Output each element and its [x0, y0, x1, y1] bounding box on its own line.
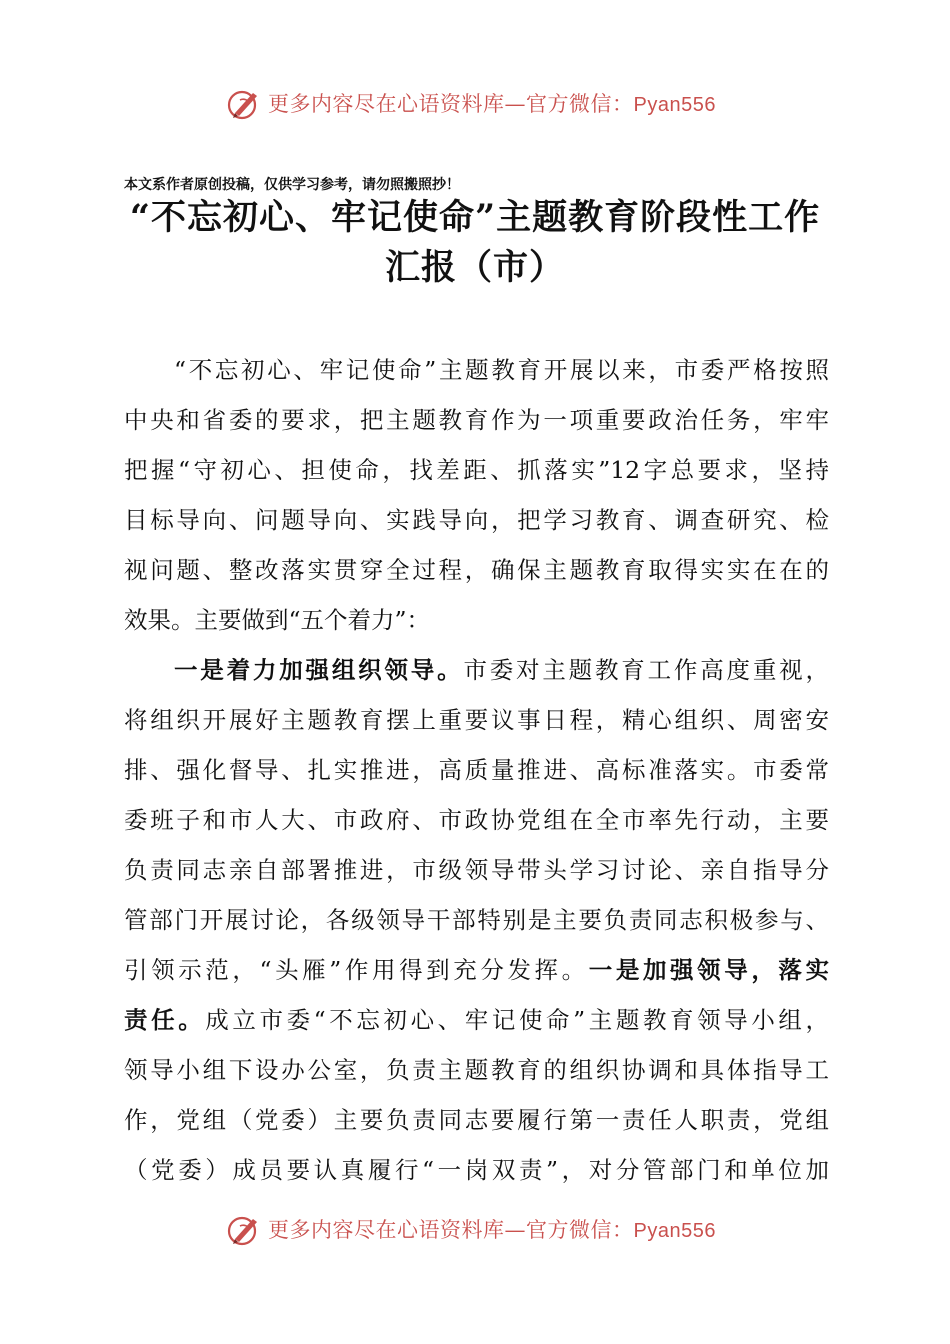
paragraph-line: 将组织开展好主题教育摆上重要议事日程，精心组织、周密安	[124, 706, 829, 734]
paragraph-line: “不忘初心、牢记使命”主题教育开展以来，市委严格按照	[174, 356, 829, 384]
paragraph-line: 把握“守初心、担使命，找差距、抓落实”12字总要求，坚持	[124, 456, 829, 484]
banner-site-text: 更多内容尽在心语资料库	[268, 92, 505, 116]
banner-official-label: 官方微信：	[526, 1218, 634, 1242]
paragraph-line: （党委）成员要认真履行“一岗双责”，对分管部门和单位加	[124, 1156, 829, 1184]
header-watermark-banner	[0, 82, 950, 126]
paragraph-line: 中央和省委的要求，把主题教育作为一项重要政治任务，牢牢	[124, 406, 829, 434]
document-body	[124, 345, 829, 1195]
paragraph-line	[124, 945, 829, 995]
document-title-line-2: 汇报（市）	[384, 247, 565, 288]
paragraph-line	[124, 645, 829, 695]
copyright-notice: 本文系作者原创投稿，仅供学习参考，请勿照搬照抄！	[124, 177, 460, 193]
section-heading: 一是着力加强组织领导。	[174, 656, 464, 684]
banner-text	[268, 1216, 716, 1245]
paragraph-line: 排、强化督导、扎实推进，高质量推进、高标准落实。市委常	[124, 756, 829, 784]
banner-wechat-id: Pyan556	[633, 1220, 716, 1242]
paragraph-text: 引领示范，“头雁”作用得到充分发挥。	[124, 956, 589, 984]
paragraph-line: 视问题、整改落实贯穿全过程，确保主题教育取得实实在在的	[124, 556, 829, 584]
subheading-text: 责任。	[124, 1006, 206, 1034]
banner-separator: —	[504, 92, 526, 116]
banner-official-label: 官方微信：	[526, 92, 634, 116]
banner-site-text: 更多内容尽在心语资料库	[268, 1218, 505, 1242]
paragraph-line: 管部门开展讨论，各级领导干部特别是主要负责同志积极参与、	[124, 906, 829, 934]
paragraph-text: 市委对主题教育工作高度重视，	[463, 656, 829, 684]
paragraph-line: 委班子和市人大、市政府、市政协党组在全市率先行动，主要	[124, 806, 829, 834]
banner-separator: —	[504, 1218, 526, 1242]
paragraph-line: 领导小组下设办公室，负责主题教育的组织协调和具体指导工	[124, 1056, 829, 1084]
pen-logo-icon	[226, 86, 262, 122]
document-title-line-1: “不忘初心、牢记使命”主题教育阶段性工作	[129, 197, 821, 238]
paragraph-line	[124, 995, 829, 1045]
banner-text	[268, 90, 716, 119]
footer-watermark-banner	[0, 1208, 950, 1252]
paragraph-line: 作，党组（党委）主要负责同志要履行第一责任人职责，党组	[124, 1106, 829, 1134]
subheading-text: 一是加强领导，落实	[588, 956, 830, 984]
paragraph-text: 成立市委“不忘初心、牢记使命”主题教育领导小组，	[205, 1006, 830, 1034]
paragraph-line: 效果。主要做到“五个着力”：	[124, 606, 431, 634]
banner-wechat-id: Pyan556	[633, 94, 716, 116]
paragraph-line: 目标导向、问题导向、实践导向，把学习教育、调查研究、检	[124, 506, 829, 534]
pen-logo-icon	[226, 1212, 262, 1248]
paragraph-line: 负责同志亲自部署推进，市级领导带头学习讨论、亲自指导分	[124, 856, 829, 884]
